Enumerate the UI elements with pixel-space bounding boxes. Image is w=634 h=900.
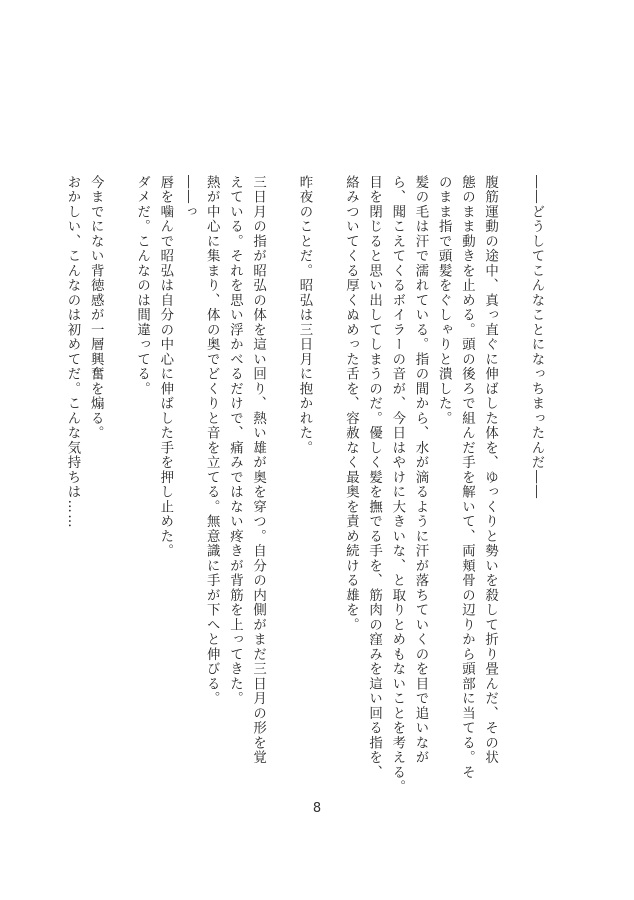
text-line: おかしい、こんなのは初めてだ。こんな気持ちは…… bbox=[65, 175, 80, 529]
page-number: 8 bbox=[312, 801, 322, 816]
text-line: 唇を噛んで昭弘は自分の中心に伸ばした手を押し止めた。 bbox=[157, 175, 173, 559]
blank-line bbox=[316, 175, 339, 775]
blank-line bbox=[107, 175, 130, 775]
text-line: 腹筋運動の途中、真っ直ぐに伸ばした体を、ゆっくりと勢いを殺して折り畳んだ、その状 bbox=[482, 175, 498, 765]
text-line: 熱が中心に集まり、体の奥でどくりと音を立てる。無意識に手が下へと伸びる。 bbox=[204, 175, 220, 706]
blank-line bbox=[270, 175, 293, 775]
text-line: ――どうしてこんなことになっちまったんだ―― bbox=[529, 175, 544, 500]
text-line: 態のまま動きを止める。頭の後ろで組んだ手を解いて、両頬骨の辺りから頭部に当てる。そ bbox=[459, 175, 475, 780]
text-line: 絡みついてくる厚くぬめった舌を、容赦なく最奥を責め続ける雄を。 bbox=[343, 175, 359, 633]
blank-line bbox=[502, 175, 525, 775]
text-line: ――っ bbox=[181, 175, 196, 220]
text-line: 三日月の指が昭弘の体を這い回り、熱い雄が奥を穿つ。自分の内側がまだ三日月の形を覚 bbox=[250, 175, 266, 765]
text-line: 昨夜のことだ。昭弘は三日月に抱かれた。 bbox=[297, 175, 312, 456]
text-line: えている。それを思い浮かべるだけで、痛みではない疼きが背筋を上ってきた。 bbox=[227, 175, 243, 706]
text-line: 今までにない背徳感が一層興奮を煽る。 bbox=[88, 175, 104, 441]
text-line: 目を閉じると思い出してしまうのだ。優しく髪を撫でる手を、筋肉の窪みを這い回る指を、 bbox=[366, 175, 382, 780]
text-line: ダメだ。こんなのは間違ってる。 bbox=[134, 175, 150, 397]
text-line: ら、聞こえてくるボイラーの音が、今日はやけに大きいな、と取りとめもないことを考える。 bbox=[389, 175, 405, 795]
text-line: のまま指で頭髪をぐしゃりと潰した。 bbox=[436, 175, 452, 426]
text-line: 髪の毛は汗で濡れている。指の間から、水が滴るように汗が落ちていくのを目で追いなが bbox=[413, 175, 428, 765]
vertical-text-body bbox=[65, 175, 548, 795]
